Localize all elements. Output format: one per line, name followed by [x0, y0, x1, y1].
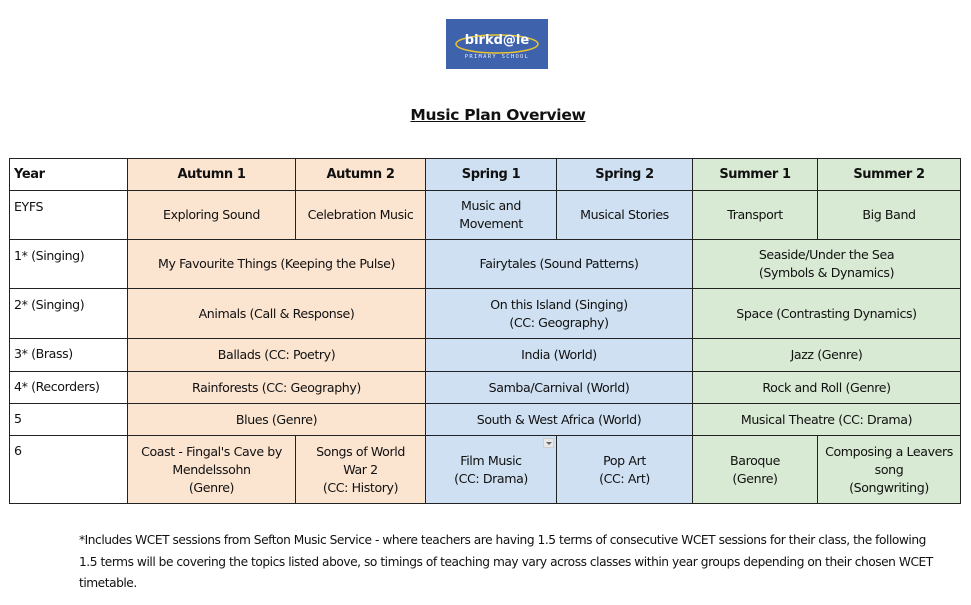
year-cell: EYFS: [10, 191, 128, 240]
table-row-year-1: [10, 240, 961, 289]
header-year: Year: [10, 159, 128, 191]
year-cell: 1* (Singing): [10, 240, 128, 289]
topic-cell: Rock and Roll (Genre): [693, 372, 961, 404]
topic-cell: Big Band: [818, 191, 961, 240]
topic-cell: Composing a Leavers song (Songwriting): [818, 436, 961, 504]
topic-cell: Seaside/Under the Sea (Symbols & Dynamics): [693, 240, 961, 289]
topic-text: Film Music (CC: Drama): [454, 452, 528, 486]
table-row-year-5: [10, 404, 961, 436]
topic-cell: Musical Stories: [557, 191, 693, 240]
topic-cell: On this Island (Singing) (CC: Geography): [426, 289, 693, 339]
topic-cell: Coast - Fingal's Cave by Mendelssohn (Genre): [128, 436, 296, 504]
topic-cell: Animals (Call & Response): [128, 289, 426, 339]
topic-cell: Musical Theatre (CC: Drama): [693, 404, 961, 436]
year-cell: 6: [10, 436, 128, 504]
topic-cell-with-dropdown: [426, 436, 557, 504]
topic-cell: Exploring Sound: [128, 191, 296, 240]
topic-cell: Samba/Carnival (World): [426, 372, 693, 404]
topic-cell: Pop Art (CC: Art): [557, 436, 693, 504]
header-row: [10, 159, 961, 191]
header-autumn-2: Autumn 2: [296, 159, 426, 191]
page-title: Music Plan Overview: [410, 106, 586, 124]
topic-cell: India (World): [426, 339, 693, 372]
header-spring-1: Spring 1: [426, 159, 557, 191]
header-summer-2: Summer 2: [818, 159, 961, 191]
topic-cell: Baroque (Genre): [693, 436, 818, 504]
table-row-year-2: [10, 289, 961, 339]
topic-cell: Ballads (CC: Poetry): [128, 339, 426, 372]
music-plan-table: [9, 158, 961, 504]
header-spring-2: Spring 2: [557, 159, 693, 191]
topic-cell: Jazz (Genre): [693, 339, 961, 372]
topic-cell: Blues (Genre): [128, 404, 426, 436]
logo-subtitle: PRIMARY SCHOOL: [464, 54, 530, 60]
table-row-eyfs: [10, 191, 961, 240]
footnote: *Includes WCET sessions from Sefton Music Service - where teachers are having 1.5 terms of consecutive WCET sessions for their class, the following 1.5 terms will be covering the topics listed above, so timings of teaching may vary across classes within year groups depending on their chosen WCET timetable.: [79, 533, 933, 590]
logo-brand-text: birkd@le: [464, 33, 530, 48]
header-summer-1: Summer 1: [693, 159, 818, 191]
school-logo: [446, 19, 548, 69]
year-cell: 3* (Brass): [10, 339, 128, 372]
dropdown-arrow-icon[interactable]: [543, 438, 554, 448]
table-row-year-4: [10, 372, 961, 404]
topic-cell: Rainforests (CC: Geography): [128, 372, 426, 404]
table-row-year-6: [10, 436, 961, 504]
year-cell: 5: [10, 404, 128, 436]
topic-cell: My Favourite Things (Keeping the Pulse): [128, 240, 426, 289]
topic-cell: South & West Africa (World): [426, 404, 693, 436]
topic-cell: Space (Contrasting Dynamics): [693, 289, 961, 339]
topic-cell: Celebration Music: [296, 191, 426, 240]
year-cell: 4* (Recorders): [10, 372, 128, 404]
table-row-year-3: [10, 339, 961, 372]
topic-cell: Fairytales (Sound Patterns): [426, 240, 693, 289]
header-autumn-1: Autumn 1: [128, 159, 296, 191]
topic-cell: Songs of World War 2 (CC: History): [296, 436, 426, 504]
topic-cell: Music and Movement: [426, 191, 557, 240]
topic-cell: Transport: [693, 191, 818, 240]
year-cell: 2* (Singing): [10, 289, 128, 339]
